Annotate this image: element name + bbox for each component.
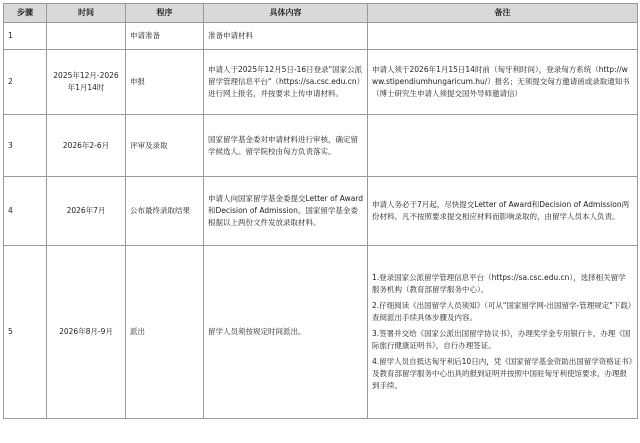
- cell-content: 申请人向国家留学基金委提交Letter of Award和Decision of Admission。国家留学基金委根据以上两份文件发放录取材料。: [204, 177, 368, 246]
- cell-content: 准备申请材料: [204, 23, 368, 50]
- cell-time: 2025年12月-2026年1月14时: [47, 50, 126, 115]
- header-step: 步骤: [4, 4, 47, 23]
- cell-notes: [368, 115, 638, 177]
- cell-notes: [368, 50, 638, 115]
- cell-time: 2026年8月-9月: [47, 246, 126, 419]
- cell-content: 留学人员须按规定时间派出。: [204, 246, 368, 419]
- cell-procedure: 申报: [126, 50, 204, 115]
- cell-time: 2026年2-6月: [47, 115, 126, 177]
- table-row: [4, 23, 638, 50]
- note-paragraph: 2.仔细阅读《出国留学人员须知》（可从"国家留学网-出国留学-管理规定"下载）查阅派出手续具体步骤及内容。: [372, 301, 632, 322]
- cell-procedure: 公布最终录取结果: [126, 177, 204, 246]
- note-paragraph: 3.签署并交给《国家公派出国留学协议书》，办理奖学金专用银行卡，办理《国际旅行健康证明书》，自行办理签证。: [372, 329, 631, 350]
- note-paragraph: 4.留学人员自抵达匈牙利后10日内，凭《国家留学基金资助出国留学资格证书》及教育部留学服务中心出具的报到证明并按照中国驻匈牙利使馆要求，办理报到手续。: [372, 357, 633, 390]
- table-row: [4, 246, 638, 419]
- header-procedure: 程序: [126, 4, 204, 23]
- table-row: [4, 50, 638, 115]
- cell-time: 2026年7月: [47, 177, 126, 246]
- cell-step: 4: [4, 177, 47, 246]
- cell-step: 5: [4, 246, 47, 419]
- header-notes: 备注: [368, 4, 638, 23]
- cell-content: 国家留学基金委对申请材料进行审核，确定留学候选人。留学院校由匈方负责落实。: [204, 115, 368, 177]
- cell-procedure: 申请准备: [126, 23, 204, 50]
- schedule-table-container: [3, 3, 637, 419]
- cell-time: [47, 23, 126, 50]
- note-paragraph: 申请人须于2026年1月15日14时前（匈牙利时间），登录匈方系统（http://www.stipendiumhungaricum.hu/）报名；无须提交匈方邀请函或录取通知书（博士研究生申请人须提交国外导师邀请信）: [372, 65, 630, 98]
- note-paragraph: 1.登录国家公派留学管理信息平台（https://sa.csc.edu.cn），选择相关留学服务机构（教育部留学服务中心）。: [372, 273, 626, 294]
- cell-notes: [368, 177, 638, 246]
- header-row: [4, 4, 638, 23]
- cell-content: 申请人于2025年12月5日-16日登录"国家公派留学管理信息平台"（https://sa.csc.edu.cn）进行网上报名，并按要求上传申请材料。: [204, 50, 368, 115]
- note-paragraph: 申请人务必于7月起，尽快提交Letter of Award和Decision of Admission两份材料。凡不按照要求提交相应材料而影响录取的，由留学人员本人负责。: [372, 200, 630, 221]
- header-content: 具体内容: [204, 4, 368, 23]
- cell-notes: [368, 246, 638, 419]
- cell-step: 2: [4, 50, 47, 115]
- table-row: [4, 177, 638, 246]
- cell-notes: [368, 23, 638, 50]
- table-row: [4, 115, 638, 177]
- cell-procedure: 评审及录取: [126, 115, 204, 177]
- schedule-table: [3, 3, 638, 419]
- cell-procedure: 派出: [126, 246, 204, 419]
- cell-step: 1: [4, 23, 47, 50]
- header-time: 时间: [47, 4, 126, 23]
- cell-step: 3: [4, 115, 47, 177]
